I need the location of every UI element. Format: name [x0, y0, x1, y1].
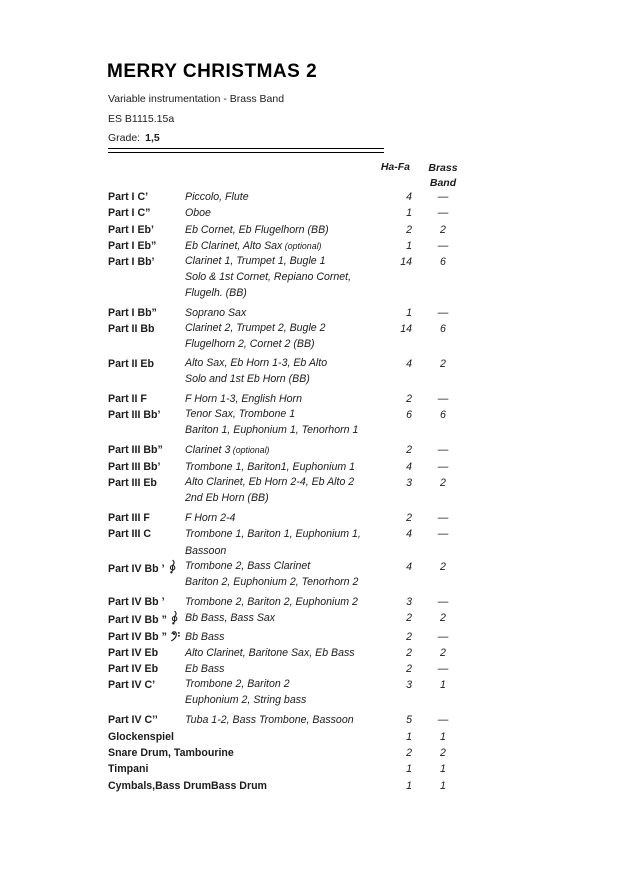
brass-band-count: 1: [440, 763, 446, 776]
brass-band-count: 1: [440, 679, 446, 692]
brass-band-count: —: [437, 393, 449, 406]
instrument-line: Trombone 2, Bariton 2, Euphonium 2: [185, 595, 358, 608]
brass-band-header-line1: Brass: [428, 162, 458, 174]
grade-line: [108, 132, 160, 144]
table-row: [108, 559, 464, 590]
part-label: Part I C’: [108, 191, 149, 203]
part-label: Part III Bb”: [108, 444, 163, 457]
table-row: [108, 254, 464, 301]
part-label: Part III C: [108, 528, 151, 541]
part-label: Part II Bb: [108, 323, 155, 336]
part-label: Part I Bb”: [108, 306, 157, 319]
hafa-count: 2: [406, 223, 412, 236]
hafa-count: 1: [406, 207, 412, 220]
brass-band-count: 2: [440, 223, 446, 236]
bass-clef-icon: [170, 631, 181, 642]
brass-band-count: —: [437, 306, 449, 319]
table-row: [108, 526, 464, 559]
instrument-list: [185, 205, 366, 221]
grade-value: 1,5: [145, 132, 160, 144]
instrument-line: Alto Clarinet, Baritone Sax, Eb Bass: [185, 646, 355, 659]
table-row: [108, 610, 464, 628]
instrument-list: [185, 459, 366, 475]
hafa-count: 3: [406, 679, 412, 692]
part-label: Part IV C’: [108, 679, 156, 692]
hafa-count: 2: [406, 663, 412, 676]
instrument-line: Soprano Sax: [185, 306, 247, 319]
brass-band-count: 1: [440, 730, 446, 743]
hafa-count: 2: [406, 646, 412, 659]
table-row: [108, 677, 464, 708]
instrument-list: [185, 407, 366, 438]
hafa-count: 2: [406, 612, 412, 625]
instrument-list: [185, 559, 366, 590]
part-label: Part IV Eb: [108, 663, 159, 676]
instrument-line: Trombone 1, Bariton1, Euphonium 1: [185, 460, 355, 473]
table-row: [108, 629, 464, 645]
instrument-line: Alto Sax, Eb Horn 1-3, Eb Alto: [185, 357, 328, 370]
part-label: Part III Eb: [108, 477, 157, 490]
instrument-line: Tuba 1-2, Bass Trombone, Bassoon: [185, 714, 354, 727]
brass-band-count: —: [437, 630, 449, 643]
brass-band-count: —: [437, 663, 449, 676]
brass-band-count: —: [437, 460, 449, 473]
table-row: [108, 189, 464, 205]
instrument-line: Trombone 2, Bass Clarinet: [185, 559, 311, 572]
brass-band-count: 2: [440, 612, 446, 625]
brass-band-column-header: [422, 161, 464, 191]
hafa-count: 4: [406, 560, 412, 573]
hafa-count: 2: [406, 444, 412, 457]
instrument-line: F Horn 2-4: [185, 512, 236, 525]
instrument-line: Eb Clarinet, Alto Sax (optional): [185, 239, 322, 252]
part-label: Part III Bb’: [108, 460, 161, 473]
part-label: Part IV Bb ”: [108, 629, 185, 645]
table-row: [108, 391, 464, 407]
part-label: Part IV Bb ’: [108, 559, 185, 577]
hafa-count: 1: [406, 763, 412, 776]
catalog-number: ES B1115.15a: [108, 113, 175, 125]
instrumentation-rows: [108, 189, 464, 794]
table-row: [108, 442, 464, 458]
part-label: Part I Bb’: [108, 256, 155, 269]
instrument-list: [185, 526, 366, 559]
brass-band-count: —: [437, 207, 449, 220]
part-label: Part IV Eb: [108, 646, 159, 659]
instrument-line: Oboe: [185, 207, 211, 220]
table-row: [108, 745, 464, 761]
brass-band-count: 6: [440, 256, 446, 269]
hafa-count: 3: [406, 595, 412, 608]
table-row: [108, 712, 464, 728]
part-label: Snare Drum, Tambourine: [108, 747, 234, 760]
brass-band-count: —: [437, 714, 449, 727]
part-label: Cymbals,Bass DrumBass Drum: [108, 779, 267, 792]
instrument-list: [185, 645, 366, 661]
instrument-line: 2nd Eb Horn (BB): [185, 491, 269, 504]
brass-band-count: 6: [440, 323, 446, 336]
hafa-column-header: Ha-Fa: [380, 161, 410, 173]
part-label: Part III Bb’: [108, 409, 161, 422]
instrument-list: [185, 356, 366, 387]
part-label: Part I Eb”: [108, 239, 157, 252]
grade-label: Grade:: [108, 132, 141, 144]
brass-band-count: —: [437, 595, 449, 608]
hafa-count: 2: [406, 630, 412, 643]
hafa-count: 6: [406, 409, 412, 422]
optional-note: (optional): [230, 445, 270, 456]
brass-band-count: —: [437, 239, 449, 252]
instrument-line: Flugelhorn 2, Cornet 2 (BB): [185, 337, 315, 350]
instrument-line: Bb Bass, Bass Sax: [185, 612, 276, 625]
part-label: Part III F: [108, 512, 150, 525]
table-row: [108, 356, 464, 387]
hafa-count: 1: [406, 779, 412, 792]
brass-band-count: 2: [440, 477, 446, 490]
instrument-line: Bariton 1, Euphonium 1, Tenorhorn 1: [185, 424, 359, 437]
part-label: Part II Eb: [108, 358, 154, 371]
hafa-count: 14: [400, 323, 412, 336]
part-label: Timpani: [108, 763, 149, 776]
part-label: Part I C”: [108, 207, 151, 220]
table-row: [108, 729, 464, 745]
instrument-list: [185, 222, 366, 238]
brass-band-count: —: [437, 512, 449, 525]
instrument-line: Trombone 1, Bariton 1, Euphonium 1, Bassoon: [185, 528, 361, 557]
hafa-count: 1: [406, 239, 412, 252]
brass-band-count: 1: [440, 779, 446, 792]
instrument-list: [185, 510, 366, 526]
instrument-line: Solo & 1st Cornet, Repiano Cornet, Flugelh. (BB): [185, 270, 352, 299]
instrument-line: Piccolo, Flute: [185, 191, 249, 203]
brass-band-count: 6: [440, 409, 446, 422]
table-row: [108, 761, 464, 777]
brass-band-count: 2: [440, 646, 446, 659]
instrument-list: [185, 442, 366, 458]
instrument-list: [185, 238, 366, 254]
table-row: [108, 645, 464, 661]
instrument-line: Trombone 2, Bariton 2: [185, 678, 290, 691]
hafa-count: 1: [406, 306, 412, 319]
part-label: Part I Eb’: [108, 223, 154, 236]
instrument-line: Clarinet 1, Trumpet 1, Bugle 1: [185, 255, 326, 268]
table-row: [108, 222, 464, 238]
instrument-list: [185, 189, 366, 205]
table-row: [108, 778, 464, 794]
instrument-list: [185, 305, 366, 321]
part-label: Part IV Bb ’: [108, 595, 165, 608]
part-label: Part IV C’’: [108, 714, 158, 727]
instrument-line: Clarinet 3 (optional): [185, 444, 270, 457]
table-row: [108, 661, 464, 677]
instrument-line: Solo and 1st Eb Horn (BB): [185, 372, 310, 385]
hafa-count: 5: [406, 714, 412, 727]
part-label: Part IV Bb ”: [108, 610, 185, 628]
hafa-count: 1: [406, 730, 412, 743]
table-row: [108, 459, 464, 475]
optional-note: (optional): [282, 240, 322, 251]
table-row: [108, 510, 464, 526]
instrument-list: [185, 629, 366, 645]
hafa-count: 3: [406, 477, 412, 490]
hafa-count: 4: [406, 460, 412, 473]
instrument-list: [185, 254, 366, 301]
brass-band-count: —: [437, 191, 449, 203]
table-row: [108, 238, 464, 254]
instrument-list: [185, 391, 366, 407]
table-row: [108, 305, 464, 321]
instrument-list: [185, 594, 366, 610]
hafa-count: 4: [406, 358, 412, 371]
hafa-count: 2: [406, 747, 412, 760]
instrument-list: [185, 321, 366, 352]
instrument-line: Euphonium 2, String bass: [185, 694, 307, 707]
instrument-line: F Horn 1-3, English Horn: [185, 393, 302, 406]
page-title: MERRY CHRISTMAS 2: [107, 61, 318, 82]
part-label: Part II F: [108, 393, 147, 406]
instrument-line: Tenor Sax, Trombone 1: [185, 408, 296, 421]
instrument-line: Bb Bass: [185, 630, 225, 643]
hafa-count: 4: [406, 528, 412, 541]
brass-band-count: 2: [440, 560, 446, 573]
brass-band-count: —: [437, 444, 449, 457]
hafa-count: 14: [400, 256, 412, 269]
treble-clef-icon: [170, 610, 179, 625]
part-label: Glockenspiel: [108, 730, 174, 743]
table-row: [108, 407, 464, 438]
instrument-line: Eb Cornet, Eb Flugelhorn (BB): [185, 223, 329, 236]
table-row: [108, 205, 464, 221]
treble-clef-icon: [168, 559, 177, 574]
table-row: [108, 594, 464, 610]
table-row: [108, 475, 464, 506]
table-row: [108, 321, 464, 352]
divider-rule: [108, 148, 384, 153]
brass-band-count: —: [437, 528, 449, 541]
brass-band-count: 2: [440, 358, 446, 371]
instrument-list: [185, 661, 366, 677]
instrument-list: [185, 610, 366, 626]
hafa-count: 2: [406, 393, 412, 406]
instrument-line: Alto Clarinet, Eb Horn 2-4, Eb Alto 2: [185, 476, 355, 489]
instrument-list: [185, 712, 366, 728]
instrument-list: [185, 475, 366, 506]
instrument-line: Clarinet 2, Trumpet 2, Bugle 2: [185, 322, 326, 335]
instrument-line: Bariton 2, Euphonium 2, Tenorhorn 2: [185, 575, 359, 588]
hafa-count: 2: [406, 512, 412, 525]
hafa-count: 4: [406, 191, 412, 203]
brass-band-count: 2: [440, 747, 446, 760]
brass-band-header-line2: Band: [429, 176, 457, 189]
instrument-list: [185, 677, 366, 708]
instrument-line: Eb Bass: [185, 663, 225, 676]
subtitle: Variable instrumentation - Brass Band: [108, 93, 285, 105]
